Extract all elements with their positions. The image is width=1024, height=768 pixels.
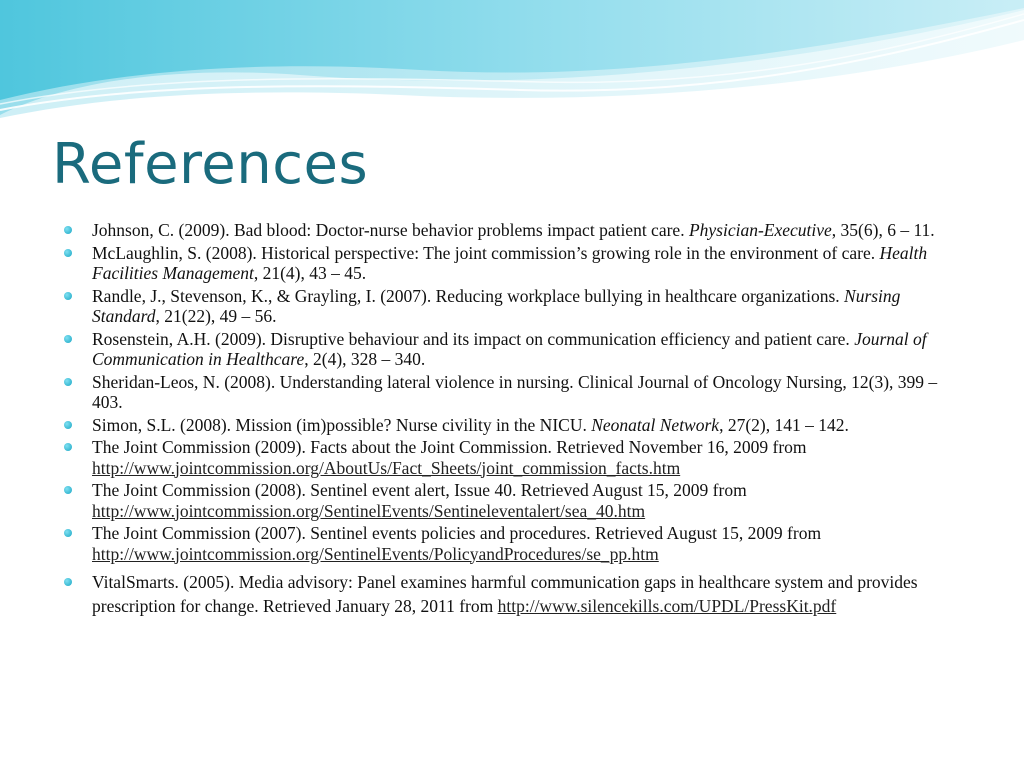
reference-link[interactable]: http://www.silencekills.com/UPDL/PressKit.pdf xyxy=(497,596,837,616)
reference-link[interactable]: http://www.jointcommission.org/SentinelEvents/Sentineleventalert/sea_40.htm xyxy=(92,500,646,521)
bullet-icon xyxy=(64,378,72,386)
list-item: Randle, J., Stevenson, K., & Grayling, I. (2007). Reducing workplace bullying in healthcare organizations. Nursing Standard, 21(22), 49 – 56. xyxy=(64,286,964,327)
bullet-icon xyxy=(64,578,72,586)
bullet-icon xyxy=(64,335,72,343)
bullet-icon xyxy=(64,421,72,429)
list-item: Johnson, C. (2009). Bad blood: Doctor-nurse behavior problems impact patient care. Physician-Executive, 35(6), 6 – 11. xyxy=(64,220,964,241)
list-item: The Joint Commission (2007). Sentinel events policies and procedures. Retrieved August 15, 2009 from http://www.jointcommission.org/SentinelEvents/PolicyandProcedures/se_pp.htm xyxy=(64,523,964,564)
bullet-icon xyxy=(64,486,72,494)
page-title: References xyxy=(52,132,369,197)
list-item: VitalSmarts. (2005). Media advisory: Panel examines harmful communication gaps in healthcare system and provides prescription for change. Retrieved January 28, 2011 from http://www.silencekills.com/UPDL/PressKit.pdf xyxy=(64,570,964,618)
bullet-icon xyxy=(64,292,72,300)
list-item: The Joint Commission (2008). Sentinel event alert, Issue 40. Retrieved August 15, 2009 from http://www.jointcommission.org/SentinelEvents/Sentineleventalert/sea_40.htm xyxy=(64,480,964,521)
reference-link[interactable]: http://www.jointcommission.org/AboutUs/Fact_Sheets/joint_commission_facts.htm xyxy=(92,457,681,478)
list-item: Sheridan-Leos, N. (2008). Understanding lateral violence in nursing. Clinical Journal of Oncology Nursing, 12(3), 399 – 403. xyxy=(64,372,964,413)
reference-list xyxy=(64,220,964,620)
decorative-wave-header xyxy=(0,0,1024,130)
bullet-icon xyxy=(64,226,72,234)
list-item: Simon, S.L. (2008). Mission (im)possible? Nurse civility in the NICU. Neonatal Network, 27(2), 141 – 142. xyxy=(64,415,964,436)
list-item: McLaughlin, S. (2008). Historical perspective: The joint commission’s growing role in the environment of care. Health Facilities Management, 21(4), 43 – 45. xyxy=(64,243,964,284)
bullet-icon xyxy=(64,529,72,537)
bullet-icon xyxy=(64,249,72,257)
list-item: The Joint Commission (2009). Facts about the Joint Commission. Retrieved November 16, 2009 from http://www.jointcommission.org/AboutUs/Fact_Sheets/joint_commission_facts.htm xyxy=(64,437,964,478)
list-item: Rosenstein, A.H. (2009). Disruptive behaviour and its impact on communication efficiency and patient care. Journal of Communication in Healthcare, 2(4), 328 – 340. xyxy=(64,329,964,370)
bullet-icon xyxy=(64,443,72,451)
reference-link[interactable]: http://www.jointcommission.org/SentinelEvents/PolicyandProcedures/se_pp.htm xyxy=(92,543,659,564)
